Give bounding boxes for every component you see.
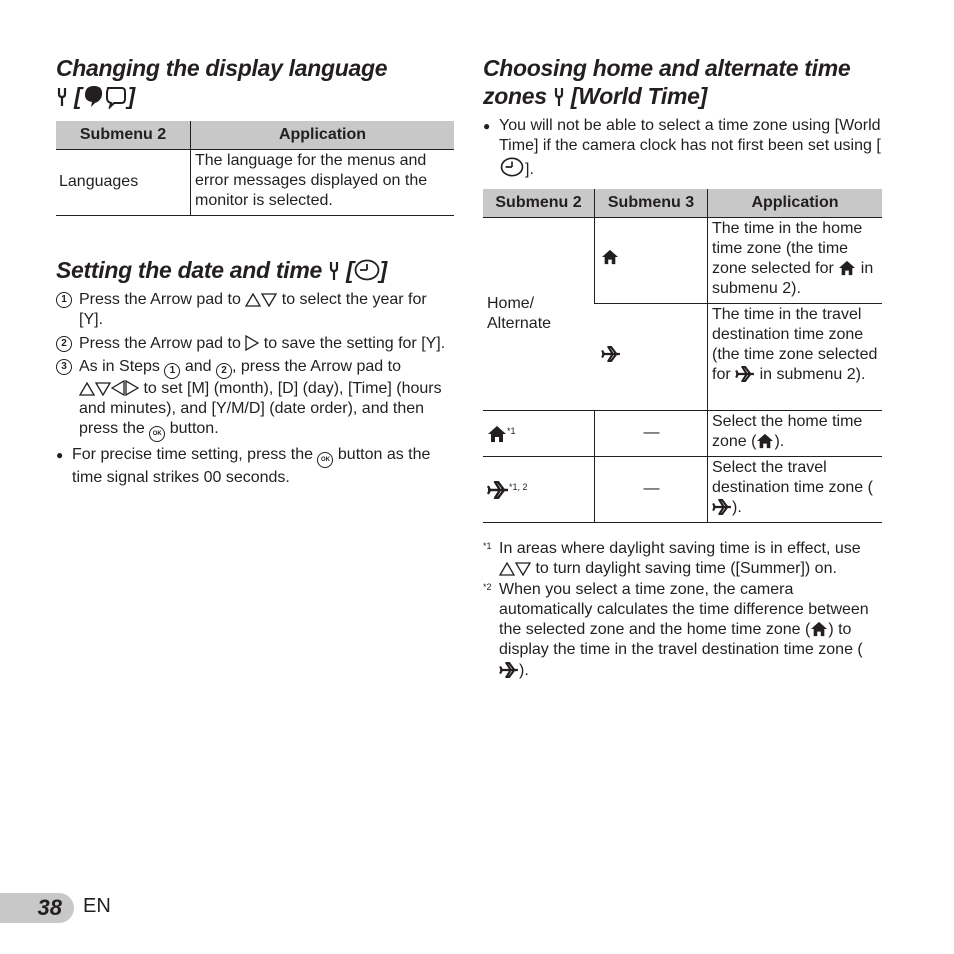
table-cell: —	[595, 411, 708, 457]
table-row	[483, 457, 882, 523]
bullet-text: For precise time setting, press the	[72, 446, 313, 464]
table-cell	[595, 218, 708, 304]
bullet-text: You will not be able to select a time zone using [World Time] if the camera clock has not first been set using [	[499, 117, 881, 155]
table-cell: Languages	[59, 173, 139, 190]
step-3	[56, 357, 454, 443]
footnote-mark: *2	[483, 581, 492, 592]
footnote-text: When you select a time zone, the camera automatically calculates the time difference between the selected zone and the home time zone (	[499, 580, 869, 639]
airplane-icon	[499, 662, 519, 678]
triangle-down-icon	[261, 293, 277, 307]
table-cell	[483, 457, 595, 523]
date-time-heading-text: Setting the date and time	[56, 257, 322, 283]
cell-text: The time in the home time zone (the time zone selected for	[712, 220, 863, 277]
table-cell	[708, 457, 883, 523]
page-number: 38	[37, 895, 62, 920]
step-text: and	[184, 357, 212, 375]
footnote-1	[483, 539, 882, 580]
cell-text: in submenu 2).	[712, 260, 874, 297]
table-cell	[708, 304, 883, 411]
step-text: to save the setting for [Y].	[263, 334, 446, 352]
triangle-down-icon	[515, 562, 531, 576]
clock-icon	[354, 259, 380, 281]
table-row	[483, 411, 882, 457]
step-ref-2: 2	[216, 363, 232, 379]
cell-text: in submenu 2).	[759, 366, 866, 383]
triangle-down-icon	[95, 382, 111, 396]
footnote-text: ).	[519, 661, 529, 679]
home-icon	[756, 433, 774, 449]
table-row	[483, 218, 882, 304]
world-time-table	[483, 189, 882, 523]
footnote-text: to turn daylight saving time ([Summer]) on.	[535, 560, 837, 578]
step-number: 3	[56, 359, 72, 375]
date-time-section-heading: Setting the date and time [ ]	[56, 257, 387, 283]
triangle-left-icon	[111, 380, 125, 396]
footnotes	[483, 539, 882, 681]
cell-text: ).	[732, 499, 742, 516]
table-header: Submenu 3	[595, 189, 708, 218]
language-code: EN	[83, 895, 111, 917]
step-number: 1	[56, 292, 72, 308]
airplane-icon	[712, 499, 732, 515]
table-cell	[595, 304, 708, 411]
wrench-icon	[56, 87, 68, 107]
table-cell	[708, 218, 883, 304]
step-text: to select the year for [Y].	[79, 291, 427, 329]
bullet-text: button as the time signal strikes 00 seconds.	[72, 446, 431, 487]
home-icon	[838, 260, 856, 276]
wrench-icon	[328, 261, 340, 281]
precise-time-bullet	[56, 445, 454, 488]
ok-button-icon: OK	[149, 426, 165, 442]
step-ref-1: 1	[164, 363, 180, 379]
world-time-heading-text: Choosing home and alternate time zones	[483, 55, 851, 109]
bullet-dot: ●	[483, 119, 491, 133]
triangle-up-icon	[79, 382, 95, 396]
world-time-heading-tail: [World Time]	[570, 83, 707, 109]
table-header: Submenu 2	[483, 189, 595, 218]
triangle-right-icon	[125, 380, 139, 396]
table-cell	[708, 411, 883, 457]
step-number: 2	[56, 336, 72, 352]
step-text: As in Steps	[79, 357, 160, 375]
cell-text: Select the travel destination time zone (	[712, 459, 873, 496]
table-cell: —	[595, 457, 708, 523]
language-section-heading: Changing the display language [ ]	[56, 55, 388, 109]
bullet-dot: ●	[56, 448, 64, 463]
cell-text: ).	[774, 433, 785, 450]
table-cell: Home/ Alternate	[483, 218, 595, 411]
home-icon	[810, 621, 828, 637]
step-text: Press the Arrow pad to	[79, 334, 241, 352]
home-icon	[487, 425, 507, 443]
footnote-ref: *1	[507, 425, 516, 436]
language-heading-text: Changing the display language	[56, 55, 388, 81]
triangle-up-icon	[245, 293, 261, 307]
steps-list	[56, 290, 454, 489]
cell-text: The time in the travel destination time zone (the time zone selected for	[712, 306, 878, 383]
step-text: , press the Arrow pad to	[232, 357, 401, 375]
triangle-right-icon	[245, 335, 259, 351]
airplane-icon	[487, 481, 509, 499]
step-1	[56, 290, 454, 331]
home-icon	[601, 249, 619, 265]
cell-text: Select the home time zone (	[712, 413, 863, 450]
table-header: Application	[191, 121, 455, 150]
bullet-text: ].	[525, 160, 534, 178]
clock-note-bullet	[483, 116, 897, 180]
table-header: Submenu 2	[56, 121, 191, 150]
step-text: to set [M] (month), [D] (day), [Time] (hours and minutes), and [Y/M/D] (date order), and then press the	[79, 379, 442, 438]
table-cell: The language for the menus and error messages displayed on the monitor is selected.	[191, 150, 455, 216]
triangle-up-icon	[499, 562, 515, 576]
step-2	[56, 334, 454, 354]
table-cell	[483, 411, 595, 457]
footnote-2	[483, 580, 882, 681]
world-time-section-heading	[483, 54, 883, 110]
step-text: button.	[169, 420, 219, 438]
footnote-text: In areas where daylight saving time is in effect, use	[499, 540, 861, 557]
airplane-icon	[735, 366, 755, 382]
language-icon	[81, 83, 127, 109]
airplane-icon	[601, 346, 621, 362]
footnote-ref: *1, 2	[509, 481, 528, 492]
footnote-mark: *1	[483, 541, 492, 551]
footnote-text: ) to display the time in the travel destination time zone (	[499, 621, 863, 659]
step-text: Press the Arrow pad to	[79, 291, 241, 308]
wrench-icon	[553, 87, 565, 107]
language-table	[56, 121, 454, 216]
table-row	[56, 150, 454, 216]
page-number-tab	[0, 893, 74, 923]
ok-button-icon: OK	[317, 452, 333, 468]
table-header: Application	[708, 189, 883, 218]
clock-icon	[499, 157, 525, 177]
